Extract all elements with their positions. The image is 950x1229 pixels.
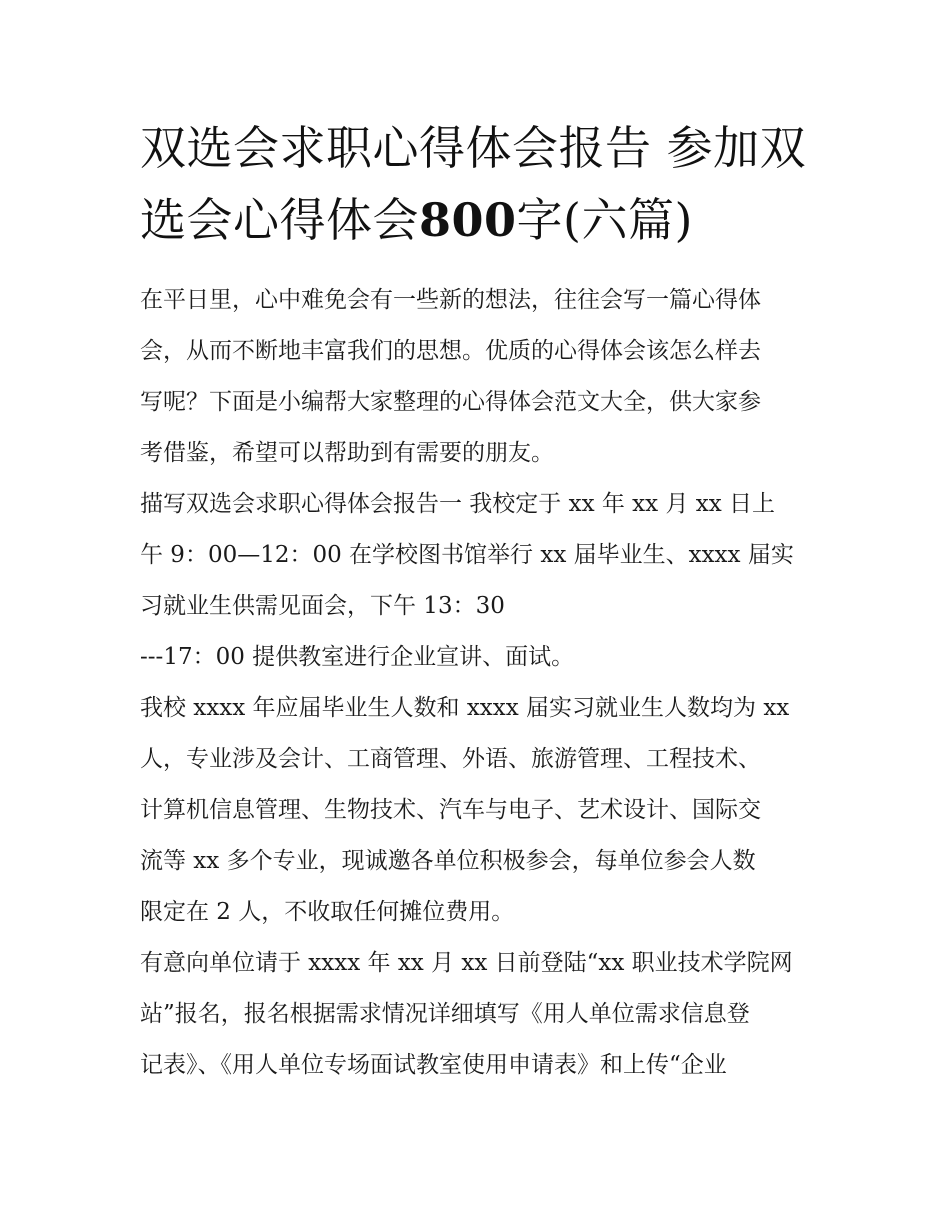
title-number: 800 — [419, 193, 517, 247]
text-line: 限定在 2 人，不收取任何摊位费用。 — [140, 899, 515, 925]
title-text-part1: 双选会求职心得体会报告 参加双选会心得体会 — [140, 121, 807, 247]
title-text-part2: 字(六篇) — [516, 193, 693, 247]
paragraph-afternoon-schedule — [140, 632, 820, 683]
text-line: 人，专业涉及会计、工商管理、外语、旅游管理、工程技术、 — [140, 746, 761, 772]
text-line: 习就业生供需见面会，下午 13：30 — [140, 593, 505, 619]
text-line: 写呢？下面是小编帮大家整理的心得体会范文大全，供大家参 — [140, 389, 761, 415]
text-line: 会，从而不断地丰富我们的思想。优质的心得体会该怎么样去 — [140, 338, 761, 364]
paragraph-graduates — [140, 683, 820, 938]
paragraph-registration — [140, 938, 820, 1091]
paragraph-report-one — [140, 479, 820, 632]
text-line: 流等 xx 多个专业，现诚邀各单位积极参会，每单位参会人数 — [140, 848, 756, 874]
text-line: 站”报名，报名根据需求情况详细填写《用人单位需求信息登 — [140, 1001, 750, 1027]
text-line: ---17：00 提供教室进行企业宣讲、面试。 — [140, 644, 575, 670]
text-line: 记表》、《用人单位专场面试教室使用申请表》和上传“企业 — [140, 1052, 727, 1078]
document-title — [140, 112, 820, 256]
paragraph-intro — [140, 275, 820, 479]
text-line: 午 9：00—12：00 在学校图书馆举行 xx 届毕业生、xxxx 届实 — [140, 542, 794, 568]
text-line: 有意向单位请于 xxxx 年 xx 月 xx 日前登陆“xx 职业技术学院网 — [140, 950, 793, 976]
text-line: 我校 xxxx 年应届毕业生人数和 xxxx 届实习就业生人数均为 xx — [140, 695, 790, 721]
text-line: 描写双选会求职心得体会报告一 我校定于 xx 年 xx 月 xx 日上 — [140, 491, 776, 517]
text-line: 考借鉴，希望可以帮助到有需要的朋友。 — [140, 440, 554, 466]
document-body — [140, 275, 820, 1091]
text-line: 计算机信息管理、生物技术、汽车与电子、艺术设计、国际交 — [140, 797, 761, 823]
text-line: 在平日里，心中难免会有一些新的想法，往往会写一篇心得体 — [140, 287, 761, 313]
